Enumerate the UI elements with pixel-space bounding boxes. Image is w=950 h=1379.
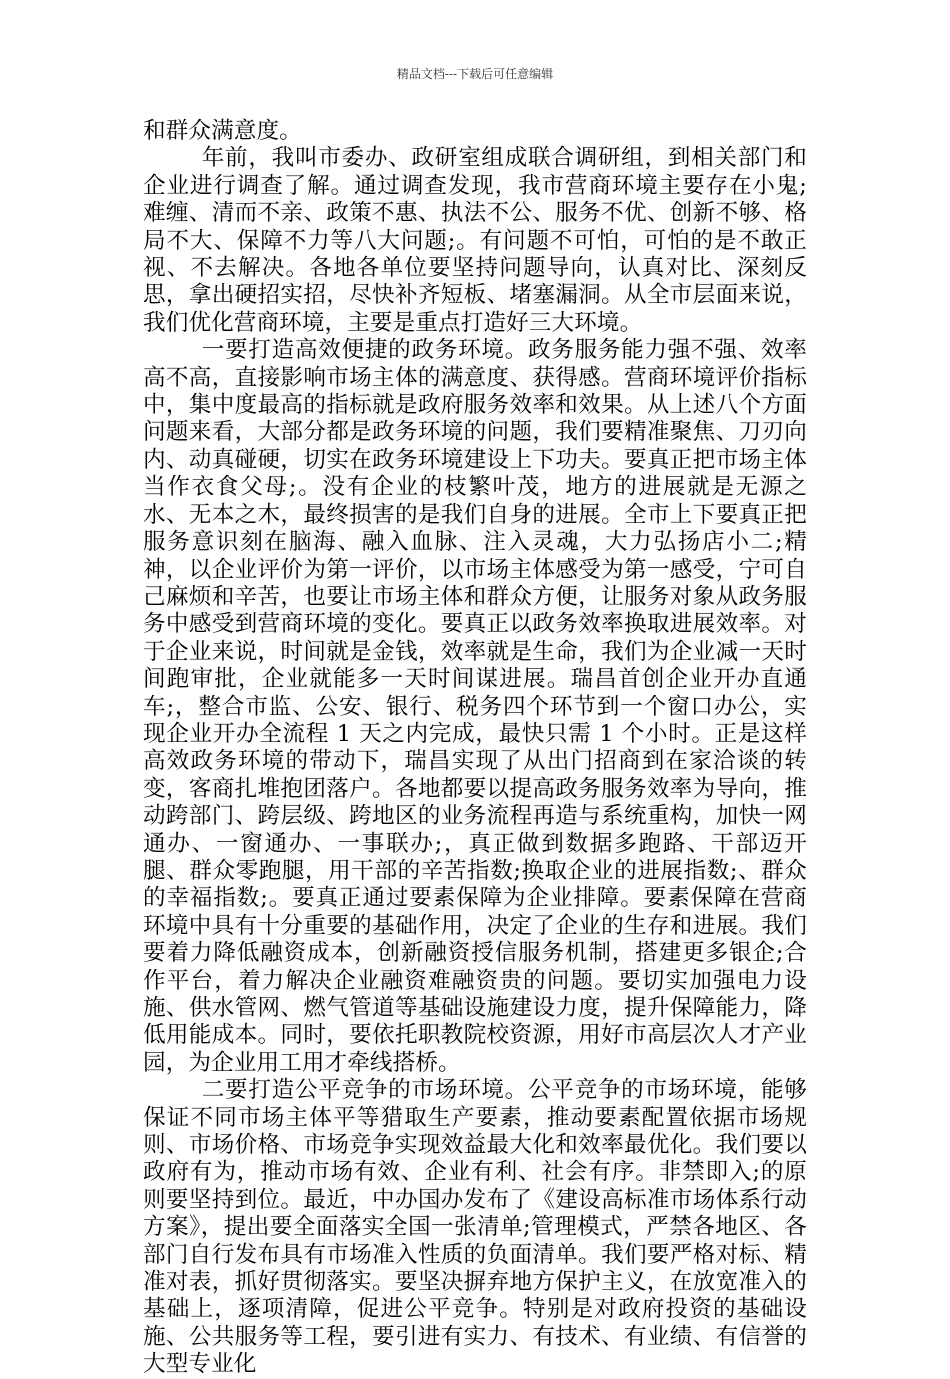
- document-body: [143, 118, 807, 1379]
- paragraph-government-environment: 一要打造高效便捷的政务环境。政务服务能力强不强、效率高不高，直接影响市场主体的满意度、获得感。营商环境评价指标中，集中度最高的指标就是政府服务效率和效果。从上述八个方面问题来看，大部分都是政务环境的问题，我们要精准聚焦、刀刃向内、动真碰硬，切实在政务环境建设上下功夫。要真正把市场主体当作衣食父母;。没有企业的枝繁叶茂，地方的进展就是无源之水、无本之木，最终损害的是我们自身的进展。全市上下要真正把服务意识刻在脑海、融入血脉、注入灵魂，大力弘扬店小二;精神，以企业评价为第一评价，以市场主体感受为第一感受，宁可自己麻烦和辛苦，也要让市场主体和群众方便，让服务对象从政务服务中感受到营商环境的变化。要真正以政务效率换取进展效率。对于企业来说，时间就是金钱，效率就是生命，我们为企业减一天时间跑审批，企业就能多一天时间谋进展。瑞昌首创企业开办直通车;，整合市监、公安、银行、税务四个环节到一个窗口办公，实现企业开办全流程 1 天之内完成，最快只需 1 个小时。正是这样高效政务环境的带动下，瑞昌实现了从出门招商到在家洽谈的转变，客商扎堆抱团落户。各地都要以提高政务服务效率为导向，推动跨部门、跨层级、跨地区的业务流程再造与系统重构，加快一网通办、一窗通办、一事联办;，真正做到数据多跑路、干部迈开腿、群众零跑腿，用干部的辛苦指数;换取企业的进展指数;、群众的幸福指数;。要真正通过要素保障为企业排障。要素保障在营商环境中具有十分重要的基础作用，决定了企业的生存和进展。我们要着力降低融资成本，创新融资授信服务机制，搭建更多银企;合作平台，着力解决企业融资难融资贵的问题。要切实加强电力设施、供水管网、燃气管道等基础设施建设力度，提升保障能力，降低用能成本。同时，要依托职教院校资源，用好市高层次人才产业园，为企业用工用才牵线搭桥。: [143, 337, 807, 1076]
- page-header: 精品文档---下载后可任意编辑: [396, 67, 554, 81]
- paragraph-continuation: 和群众满意度。: [143, 118, 302, 144]
- paragraph-investigation: 年前，我叫市委办、政研室组成联合调研组，到相关部门和企业进行调查了解。通过调查发现，我市营商环境主要存在小鬼;难缠、清而不亲、政策不惠、执法不公、服务不优、创新不够、格局不大、保障不力等八大问题;。有问题不可怕，可怕的是不敢正视、不去解决。各地各单位要坚持问题导向，认真对比、深刻反思，拿出硬招实招，尽快补齐短板、堵塞漏洞。从全市层面来说，我们优化营商环境，主要是重点打造好三大环境。: [143, 145, 807, 336]
- paragraph-market-environment: 二要打造公平竞争的市场环境。公平竞争的市场环境，能够保证不同市场主体平等猎取生产要素，推动要素配置依据市场规则、市场价格、市场竞争实现效益最大化和效率最优化。我们要以政府有为，推动市场有效、企业有利、社会有序。非禁即入;的原则要坚持到位。最近，中办国办发布了《建设高标准市场体系行动方案》，提出要全面落实全国一张清单;管理模式，严禁各地区、各部门自行发布具有市场准入性质的负面清单。我们要严格对标、精准对表，抓好贯彻落实。要坚决摒弃地方保护主义，在放宽准入的基础上，逐项清障，促进公平竞争。特别是对政府投资的基础设施、公共服务等工程，要引进有实力、有技术、有业绩、有信誉的大型专业化: [143, 1077, 807, 1378]
